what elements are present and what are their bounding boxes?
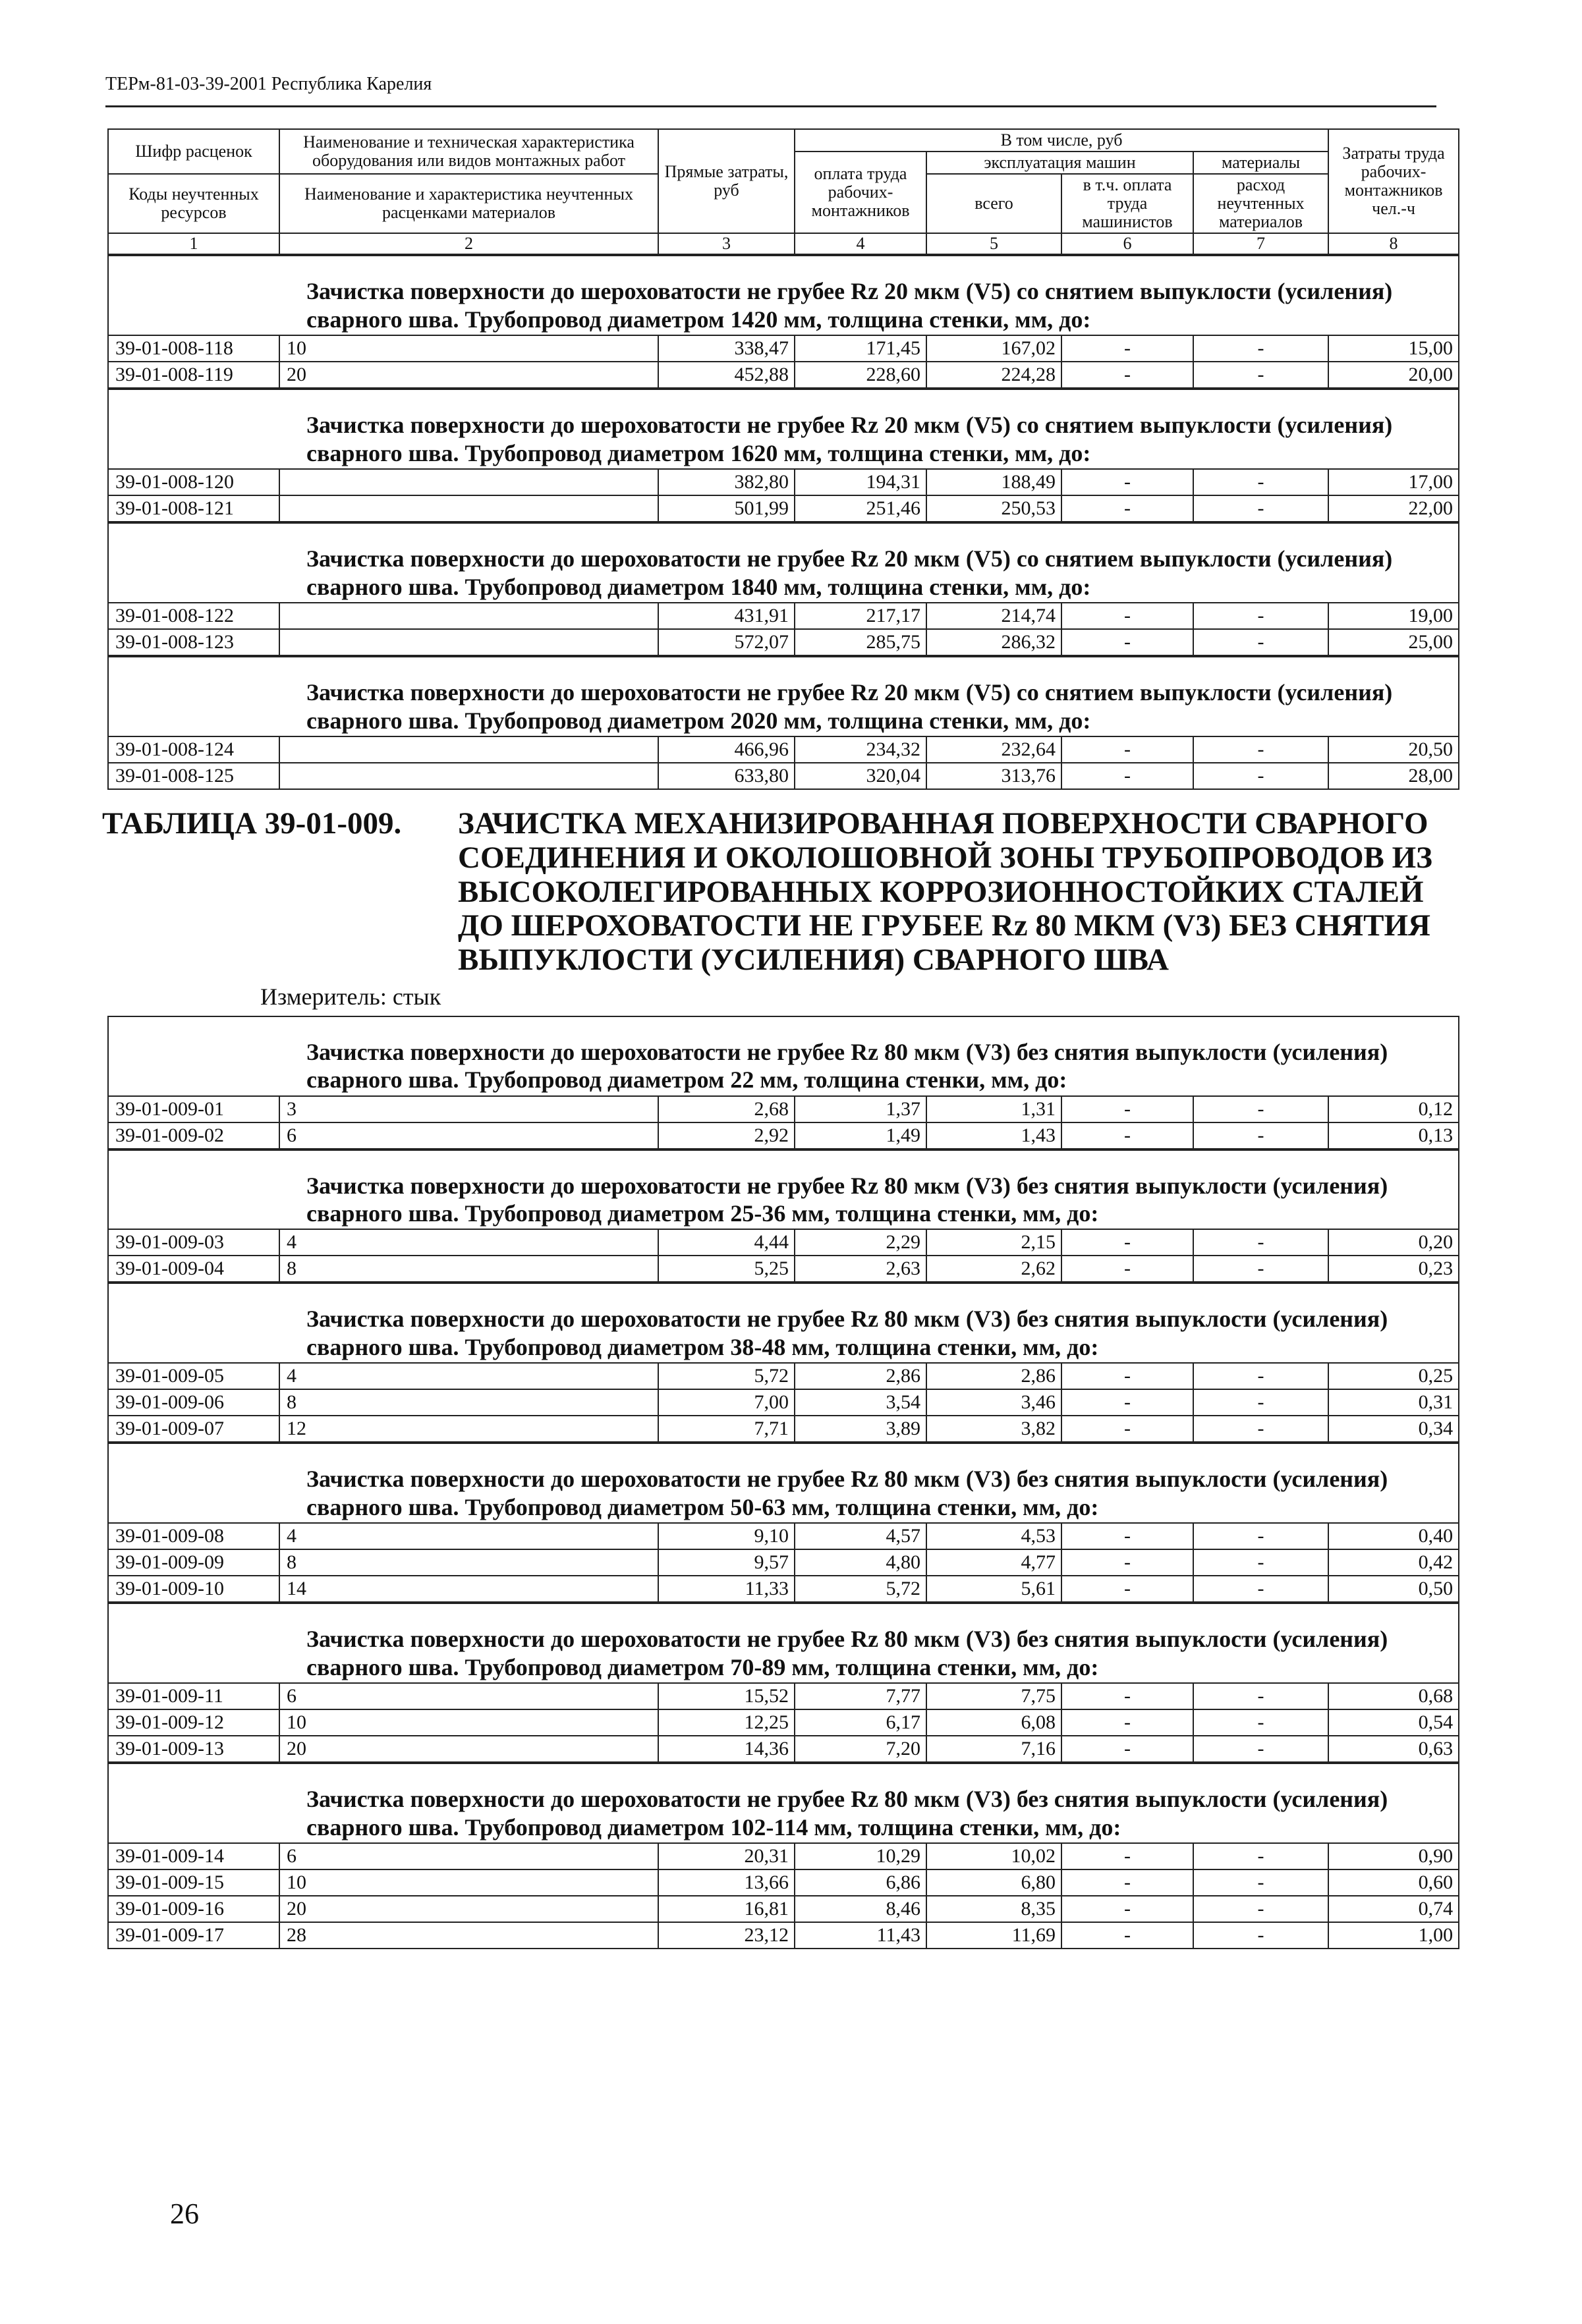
rate-code-cell: 39-01-009-03 [108,1229,279,1256]
direct-cost-cell: 431,91 [658,603,795,629]
rate-param-cell: 10 [279,1869,658,1896]
direct-cost-cell: 382,80 [658,469,795,495]
table-row [108,1922,1459,1949]
rate-param-cell: 8 [279,1256,658,1282]
price-group-table [107,389,1459,522]
col-incl: В том числе, руб [795,129,1328,152]
rate-param-cell: 4 [279,1229,658,1256]
price-group-table [107,1283,1459,1443]
machine-cost-cell: 10,02 [926,1843,1061,1869]
rate-code-cell: 39-01-008-125 [108,763,279,789]
direct-cost-cell: 633,80 [658,763,795,789]
labor-cost-cell: 11,43 [795,1922,926,1949]
direct-cost-cell: 466,96 [658,736,795,763]
document-header: ТЕРм-81-03-39-2001 Республика Карелия [105,74,432,94]
labor-hours-cell: 19,00 [1328,603,1459,629]
direct-cost-cell: 2,68 [658,1096,795,1122]
group-title: Зачистка поверхности до шероховатости не грубее Rz 80 мкм (V3) без снятия выпуклости (усиления) сварного шва. Трубопровод диаметром 25-36 мм, толщина стенки, мм, до: [108,1150,1459,1230]
direct-cost-cell: 23,12 [658,1922,795,1949]
table-row [108,1736,1459,1762]
rate-code-cell: 39-01-009-01 [108,1096,279,1122]
rate-code-cell: 39-01-008-119 [108,362,279,388]
labor-hours-cell: 0,63 [1328,1736,1459,1762]
materials-cell: - [1193,1896,1328,1922]
machinist-labor-cell: - [1061,1683,1193,1709]
machinist-labor-cell: - [1061,629,1193,655]
machine-cost-cell: 4,53 [926,1523,1061,1549]
machinist-labor-cell: - [1061,1096,1193,1122]
labor-cost-cell: 234,32 [795,736,926,763]
col-num: 2 [279,233,658,254]
direct-cost-cell: 338,47 [658,335,795,362]
materials-cell: - [1193,603,1328,629]
col-total: всего [926,174,1061,233]
rate-param-cell: 20 [279,1736,658,1762]
group-title: Зачистка поверхности до шероховатости не грубее Rz 80 мкм (V3) без снятия выпуклости (усиления) сварного шва. Трубопровод диаметром 38-48 мм, толщина стенки, мм, до: [108,1283,1459,1363]
labor-cost-cell: 4,57 [795,1523,926,1549]
labor-hours-cell: 0,23 [1328,1256,1459,1282]
measure-unit: Измеритель: стык [260,983,441,1010]
col-materials: материалы [1193,152,1328,174]
machinist-labor-cell: - [1061,603,1193,629]
machinist-labor-cell: - [1061,1922,1193,1949]
materials-cell: - [1193,1922,1328,1949]
machinist-labor-cell: - [1061,335,1193,362]
machinist-labor-cell: - [1061,736,1193,763]
labor-cost-cell: 217,17 [795,603,926,629]
rate-param-cell [279,495,658,522]
machine-cost-cell: 4,77 [926,1549,1061,1576]
machine-cost-cell: 2,62 [926,1256,1061,1282]
machine-cost-cell: 7,75 [926,1683,1061,1709]
table-title-label: ТАБЛИЦА 39-01-009. [102,806,402,841]
machine-cost-cell: 3,46 [926,1389,1061,1416]
labor-cost-cell: 3,54 [795,1389,926,1416]
rate-code-cell: 39-01-008-121 [108,495,279,522]
section-table-009 [107,1016,1458,1950]
rate-code-cell: 39-01-009-13 [108,1736,279,1762]
rate-param-cell: 20 [279,362,658,388]
labor-cost-cell: 251,46 [795,495,926,522]
rate-code-cell: 39-01-008-118 [108,335,279,362]
table-row [108,763,1459,789]
labor-hours-cell: 17,00 [1328,469,1459,495]
machine-cost-cell: 232,64 [926,736,1061,763]
table-row [108,362,1459,388]
section-table-008 [107,255,1458,790]
labor-hours-cell: 0,13 [1328,1122,1459,1149]
rate-code-cell: 39-01-009-06 [108,1389,279,1416]
col-num: 7 [1193,233,1328,254]
rate-param-cell: 8 [279,1549,658,1576]
labor-cost-cell: 6,17 [795,1709,926,1736]
rate-param-cell: 12 [279,1416,658,1442]
materials-cell: - [1193,1256,1328,1282]
machinist-labor-cell: - [1061,1736,1193,1762]
machinist-labor-cell: - [1061,1389,1193,1416]
rate-param-cell: 8 [279,1389,658,1416]
direct-cost-cell: 452,88 [658,362,795,388]
rate-param-cell: 6 [279,1683,658,1709]
materials-cell: - [1193,1683,1328,1709]
labor-cost-cell: 320,04 [795,763,926,789]
table-row [108,1869,1459,1896]
materials-cell: - [1193,1843,1328,1869]
labor-cost-cell: 7,20 [795,1736,926,1762]
labor-cost-cell: 10,29 [795,1843,926,1869]
labor-cost-cell: 2,29 [795,1229,926,1256]
machinist-labor-cell: - [1061,1416,1193,1442]
machine-cost-cell: 224,28 [926,362,1061,388]
col-num: 1 [108,233,279,254]
machinist-labor-cell: - [1061,1576,1193,1602]
labor-cost-cell: 285,75 [795,629,926,655]
rate-param-cell: 3 [279,1096,658,1122]
direct-cost-cell: 572,07 [658,629,795,655]
rate-param-cell: 10 [279,1709,658,1736]
labor-hours-cell: 0,54 [1328,1709,1459,1736]
machine-cost-cell: 1,43 [926,1122,1061,1149]
table-row [108,1363,1459,1389]
rate-code-cell: 39-01-009-07 [108,1416,279,1442]
direct-cost-cell: 5,72 [658,1363,795,1389]
machinist-labor-cell: - [1061,1869,1193,1896]
labor-hours-cell: 0,31 [1328,1389,1459,1416]
rate-param-cell [279,603,658,629]
materials-cell: - [1193,1229,1328,1256]
machine-cost-cell: 2,15 [926,1229,1061,1256]
machine-cost-cell: 214,74 [926,603,1061,629]
materials-cell: - [1193,1869,1328,1896]
table-row [108,1096,1459,1122]
materials-cell: - [1193,1523,1328,1549]
labor-hours-cell: 20,00 [1328,362,1459,388]
direct-cost-cell: 501,99 [658,495,795,522]
col-labor-cost: Затраты труда рабочих-монтажников чел.-ч [1328,129,1459,233]
materials-cell: - [1193,1363,1328,1389]
table-row [108,335,1459,362]
machine-cost-cell: 313,76 [926,763,1061,789]
materials-cell: - [1193,1736,1328,1762]
machine-cost-cell: 6,08 [926,1709,1061,1736]
direct-cost-cell: 11,33 [658,1576,795,1602]
col-labor: оплата труда рабочих-монтажников [795,152,926,233]
materials-cell: - [1193,1576,1328,1602]
rate-code-cell: 39-01-009-04 [108,1256,279,1282]
labor-hours-cell: 0,60 [1328,1869,1459,1896]
machinist-labor-cell: - [1061,1256,1193,1282]
table-row [108,1576,1459,1602]
labor-cost-cell: 4,80 [795,1549,926,1576]
rate-code-cell: 39-01-008-123 [108,629,279,655]
direct-cost-cell: 9,57 [658,1549,795,1576]
table-row [108,1389,1459,1416]
col-direct: Прямые затраты, руб [658,129,795,233]
table-row [108,603,1459,629]
direct-cost-cell: 13,66 [658,1869,795,1896]
machinist-labor-cell: - [1061,469,1193,495]
price-group-table [107,656,1459,790]
materials-cell: - [1193,335,1328,362]
labor-cost-cell: 1,37 [795,1096,926,1122]
materials-cell: - [1193,1389,1328,1416]
rate-param-cell [279,629,658,655]
col-cipher: Шифр расценок [108,129,279,174]
machine-cost-cell: 2,86 [926,1363,1061,1389]
table-row [108,1549,1459,1576]
labor-hours-cell: 0,25 [1328,1363,1459,1389]
rate-param-cell: 4 [279,1363,658,1389]
labor-hours-cell: 0,68 [1328,1683,1459,1709]
col-num: 6 [1061,233,1193,254]
machinist-labor-cell: - [1061,1709,1193,1736]
labor-cost-cell: 2,86 [795,1363,926,1389]
labor-cost-cell: 2,63 [795,1256,926,1282]
page-number: 26 [170,2198,199,2230]
price-group-table [107,255,1459,389]
direct-cost-cell: 9,10 [658,1523,795,1549]
labor-cost-cell: 8,46 [795,1896,926,1922]
labor-cost-cell: 1,49 [795,1122,926,1149]
labor-cost-cell: 3,89 [795,1416,926,1442]
labor-cost-cell: 228,60 [795,362,926,388]
rate-code-cell: 39-01-009-05 [108,1363,279,1389]
materials-cell: - [1193,629,1328,655]
materials-cell: - [1193,736,1328,763]
price-document [102,128,1458,1949]
table-title [102,806,1458,977]
table-row [108,1229,1459,1256]
group-title: Зачистка поверхности до шероховатости не грубее Rz 80 мкм (V3) без снятия выпуклости (усиления) сварного шва. Трубопровод диаметром 50-63 мм, толщина стенки, мм, до: [108,1443,1459,1523]
table-row [108,629,1459,655]
labor-cost-cell: 7,77 [795,1683,926,1709]
machinist-labor-cell: - [1061,1843,1193,1869]
labor-cost-cell: 6,86 [795,1869,926,1896]
machine-cost-cell: 188,49 [926,469,1061,495]
direct-cost-cell: 20,31 [658,1843,795,1869]
table-row [108,1896,1459,1922]
price-group-table [107,1016,1459,1149]
machine-cost-cell: 250,53 [926,495,1061,522]
rate-param-cell [279,763,658,789]
materials-cell: - [1193,1549,1328,1576]
materials-cell: - [1193,1416,1328,1442]
machine-cost-cell: 8,35 [926,1896,1061,1922]
table-row [108,1256,1459,1282]
rate-code-cell: 39-01-009-08 [108,1523,279,1549]
materials-cell: - [1193,495,1328,522]
table-row [108,1523,1459,1549]
labor-cost-cell: 194,31 [795,469,926,495]
materials-cell: - [1193,362,1328,388]
direct-cost-cell: 15,52 [658,1683,795,1709]
rate-param-cell: 10 [279,335,658,362]
group-title: Зачистка поверхности до шероховатости не грубее Rz 80 мкм (V3) без снятия выпуклости (усиления) сварного шва. Трубопровод диаметром 70-89 мм, толщина стенки, мм, до: [108,1603,1459,1683]
labor-hours-cell: 1,00 [1328,1922,1459,1949]
rate-code-cell: 39-01-009-11 [108,1683,279,1709]
labor-hours-cell: 0,12 [1328,1096,1459,1122]
materials-cell: - [1193,763,1328,789]
direct-cost-cell: 16,81 [658,1896,795,1922]
group-title: Зачистка поверхности до шероховатости не грубее Rz 20 мкм (V5) со снятием выпуклости (усиления) сварного шва. Трубопровод диаметром 1840 мм, толщина стенки, мм, до: [108,523,1459,603]
col-name2: Наименование и характеристика неучтенных расценками материалов [279,174,658,233]
machine-cost-cell: 1,31 [926,1096,1061,1122]
materials-cell: - [1193,1122,1328,1149]
labor-hours-cell: 0,40 [1328,1523,1459,1549]
machinist-labor-cell: - [1061,1363,1193,1389]
table-row [108,736,1459,763]
price-group-table [107,1603,1459,1763]
machinist-labor-cell: - [1061,1229,1193,1256]
labor-hours-cell: 0,34 [1328,1416,1459,1442]
col-num: 3 [658,233,795,254]
machinist-labor-cell: - [1061,495,1193,522]
direct-cost-cell: 7,71 [658,1416,795,1442]
rate-param-cell: 20 [279,1896,658,1922]
col-machines: эксплуатация машин [926,152,1193,174]
rate-code-cell: 39-01-009-09 [108,1549,279,1576]
machinist-labor-cell: - [1061,362,1193,388]
header-table [107,128,1459,255]
col-num: 8 [1328,233,1459,254]
machinist-labor-cell: - [1061,1549,1193,1576]
price-group-table [107,1443,1459,1603]
direct-cost-cell: 7,00 [658,1389,795,1416]
rate-code-cell: 39-01-009-15 [108,1869,279,1896]
labor-cost-cell: 5,72 [795,1576,926,1602]
materials-cell: - [1193,1096,1328,1122]
rate-code-cell: 39-01-009-14 [108,1843,279,1869]
labor-hours-cell: 0,50 [1328,1576,1459,1602]
machinist-labor-cell: - [1061,763,1193,789]
rate-code-cell: 39-01-008-122 [108,603,279,629]
direct-cost-cell: 14,36 [658,1736,795,1762]
direct-cost-cell: 2,92 [658,1122,795,1149]
machine-cost-cell: 5,61 [926,1576,1061,1602]
table-title-text: ЗАЧИСТКА МЕХАНИЗИРОВАННАЯ ПОВЕРХНОСТИ СВАРНОГО СОЕДИНЕНИЯ И ОКОЛОШОВНОЙ ЗОНЫ ТРУБОПРОВОДОВ ИЗ ВЫСОКОЛЕГИРОВАННЫХ КОРРОЗИОННОСТОЙКИХ СТАЛЕЙ ДО ШЕРОХОВАТОСТИ НЕ ГРУБЕЕ Rz 80 МКМ (V3) БЕЗ СНЯТИЯ ВЫПУКЛОСТИ (УСИЛЕНИЯ) СВАРНОГО ШВА [458,806,1432,977]
rate-code-cell: 39-01-009-10 [108,1576,279,1602]
rate-code-cell: 39-01-008-120 [108,469,279,495]
machinist-labor-cell: - [1061,1523,1193,1549]
labor-hours-cell: 25,00 [1328,629,1459,655]
rate-code-cell: 39-01-009-17 [108,1922,279,1949]
machine-cost-cell: 6,80 [926,1869,1061,1896]
rate-param-cell: 6 [279,1843,658,1869]
labor-hours-cell: 28,00 [1328,763,1459,789]
materials-cell: - [1193,469,1328,495]
col-codes: Коды неучтенных ресурсов [108,174,279,233]
col-name: Наименование и техническая характеристика оборудования или видов монтажных работ [279,129,658,174]
group-title: Зачистка поверхности до шероховатости не грубее Rz 20 мкм (V5) со снятием выпуклости (усиления) сварного шва. Трубопровод диаметром 2020 мм, толщина стенки, мм, до: [108,657,1459,736]
price-group-table [107,1149,1459,1283]
price-group-table [107,522,1459,656]
machine-cost-cell: 3,82 [926,1416,1061,1442]
labor-cost-cell: 171,45 [795,335,926,362]
labor-hours-cell: 0,90 [1328,1843,1459,1869]
labor-hours-cell: 15,00 [1328,335,1459,362]
labor-hours-cell: 22,00 [1328,495,1459,522]
col-num: 4 [795,233,926,254]
machine-cost-cell: 286,32 [926,629,1061,655]
table-row [108,1709,1459,1736]
table-row [108,469,1459,495]
col-num: 5 [926,233,1061,254]
rate-code-cell: 39-01-008-124 [108,736,279,763]
machine-cost-cell: 167,02 [926,335,1061,362]
price-group-table [107,1763,1459,1949]
rate-param-cell: 14 [279,1576,658,1602]
machinist-labor-cell: - [1061,1122,1193,1149]
rate-param-cell [279,736,658,763]
machinist-labor-cell: - [1061,1896,1193,1922]
rate-code-cell: 39-01-009-16 [108,1896,279,1922]
labor-hours-cell: 0,74 [1328,1896,1459,1922]
table-row [108,495,1459,522]
group-title: Зачистка поверхности до шероховатости не грубее Rz 20 мкм (V5) со снятием выпуклости (усиления) сварного шва. Трубопровод диаметром 1620 мм, толщина стенки, мм, до: [108,389,1459,469]
table-row [108,1683,1459,1709]
labor-hours-cell: 20,50 [1328,736,1459,763]
rate-param-cell: 4 [279,1523,658,1549]
group-title: Зачистка поверхности до шероховатости не грубее Rz 20 мкм (V5) со снятием выпуклости (усиления) сварного шва. Трубопровод диаметром 1420 мм, толщина стенки, мм, до: [108,256,1459,335]
col-materials-use: расход неучтенных материалов [1193,174,1328,233]
group-title: Зачистка поверхности до шероховатости не грубее Rz 80 мкм (V3) без снятия выпуклости (усиления) сварного шва. Трубопровод диаметром 22 мм, толщина стенки, мм, до: [108,1016,1459,1096]
rate-code-cell: 39-01-009-12 [108,1709,279,1736]
rate-param-cell: 6 [279,1122,658,1149]
table-row [108,1122,1459,1149]
group-title: Зачистка поверхности до шероховатости не грубее Rz 80 мкм (V3) без снятия выпуклости (усиления) сварного шва. Трубопровод диаметром 102-114 мм, толщина стенки, мм, до: [108,1763,1459,1843]
direct-cost-cell: 5,25 [658,1256,795,1282]
table-row [108,1843,1459,1869]
labor-hours-cell: 0,42 [1328,1549,1459,1576]
direct-cost-cell: 4,44 [658,1229,795,1256]
rate-param-cell: 28 [279,1922,658,1949]
direct-cost-cell: 12,25 [658,1709,795,1736]
machine-cost-cell: 11,69 [926,1922,1061,1949]
table-row [108,1416,1459,1442]
col-incl-labor: в т.ч. оплата труда машинистов [1061,174,1193,233]
machine-cost-cell: 7,16 [926,1736,1061,1762]
labor-hours-cell: 0,20 [1328,1229,1459,1256]
materials-cell: - [1193,1709,1328,1736]
rate-param-cell [279,469,658,495]
rate-code-cell: 39-01-009-02 [108,1122,279,1149]
header-rule [105,105,1436,107]
